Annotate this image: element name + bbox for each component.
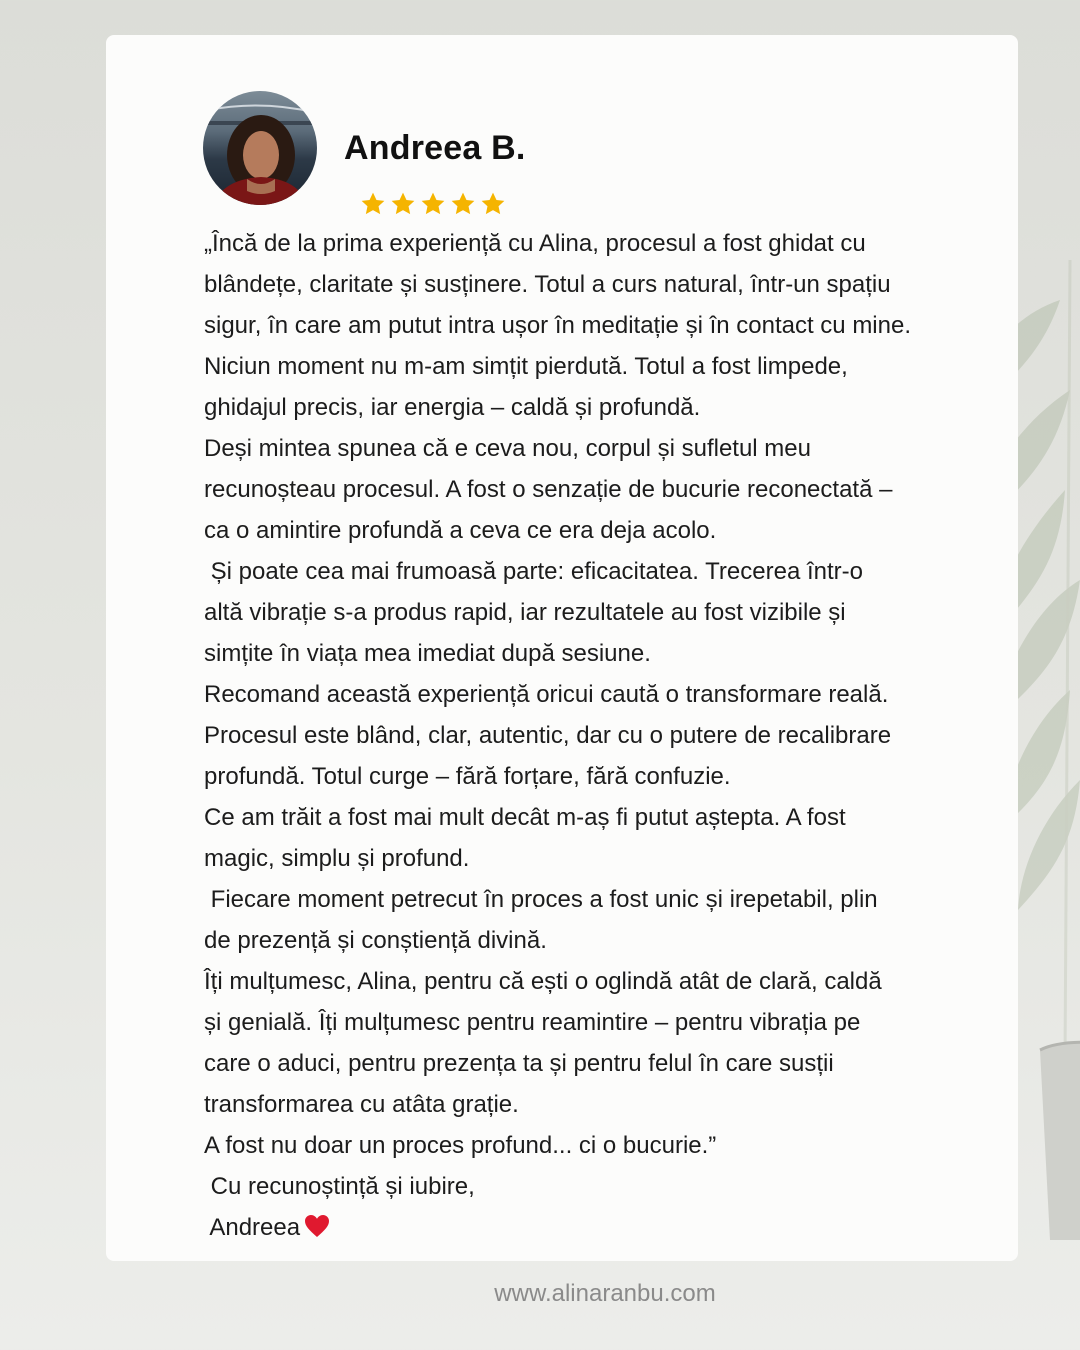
pot-decoration	[1030, 1040, 1080, 1240]
signature: Andreea	[204, 1214, 301, 1241]
review-line: magic, simplu și profund.	[204, 845, 470, 872]
review-line: ghidajul precis, iar energia – caldă și profundă.	[204, 394, 701, 421]
review-line: altă vibrație s-a produs rapid, iar rezultatele au fost vizibile și	[204, 599, 846, 626]
star-icon	[450, 191, 476, 217]
website-url: www.alinaranbu.com	[494, 1280, 716, 1307]
reviewer-name: Andreea B.	[344, 129, 526, 167]
review-line: ca o amintire profundă a ceva ce era deja acolo.	[204, 517, 717, 544]
review-line: și genială. Îți mulțumesc pentru reamintire – pentru vibrația pe	[204, 1009, 861, 1036]
review-line: Recomand această experiență oricui caută o transformare reală.	[204, 681, 889, 708]
review-line: A fost nu doar un proces profund... ci o bucurie.”	[204, 1132, 717, 1159]
star-icon	[480, 191, 506, 217]
review-text	[204, 223, 994, 1248]
review-line: Deși mintea spunea că e ceva nou, corpul și sufletul meu	[204, 435, 811, 462]
review-line: care o aduci, pentru prezența ta și pentru felul în care susții	[204, 1050, 834, 1077]
review-line: Niciun moment nu m-am simțit pierdută. Totul a fost limpede,	[204, 353, 848, 380]
rating-stars	[360, 191, 506, 217]
review-line: recunoșteau procesul. A fost o senzație de bucurie reconectată –	[204, 476, 893, 503]
review-line: simțite în viața mea imediat după sesiune.	[204, 640, 651, 667]
star-icon	[420, 191, 446, 217]
review-line: de prezență și conștiență divină.	[204, 927, 547, 954]
star-icon	[390, 191, 416, 217]
review-line: Îți mulțumesc, Alina, pentru că ești o oglindă atât de clară, caldă	[204, 968, 882, 995]
review-line: Și poate cea mai frumoasă parte: eficacitatea. Trecerea într-o	[204, 558, 863, 585]
review-line: „Încă de la prima experiență cu Alina, procesul a fost ghidat cu	[204, 230, 866, 257]
review-line: Ce am trăit a fost mai mult decât m-aș fi putut aștepta. A fost	[204, 804, 846, 831]
review-line: sigur, în care am putut intra ușor în meditație și în contact cu mine.	[204, 312, 912, 339]
review-line: blândețe, claritate și susținere. Totul a curs natural, într-un spațiu	[204, 271, 891, 298]
star-icon	[360, 191, 386, 217]
review-line: Cu recunoștință și iubire,	[204, 1173, 475, 1200]
signature-line	[204, 1207, 994, 1248]
testimonial-card	[106, 35, 1018, 1261]
review-line: profundă. Totul curge – fără forțare, fără confuzie.	[204, 763, 731, 790]
review-line: Fiecare moment petrecut în proces a fost unic și irepetabil, plin	[204, 886, 878, 913]
review-line: Procesul este blând, clar, autentic, dar cu o putere de recalibrare	[204, 722, 892, 749]
avatar	[203, 91, 317, 205]
review-line: transformarea cu atâta grație.	[204, 1091, 519, 1118]
heart-icon	[304, 1214, 330, 1238]
